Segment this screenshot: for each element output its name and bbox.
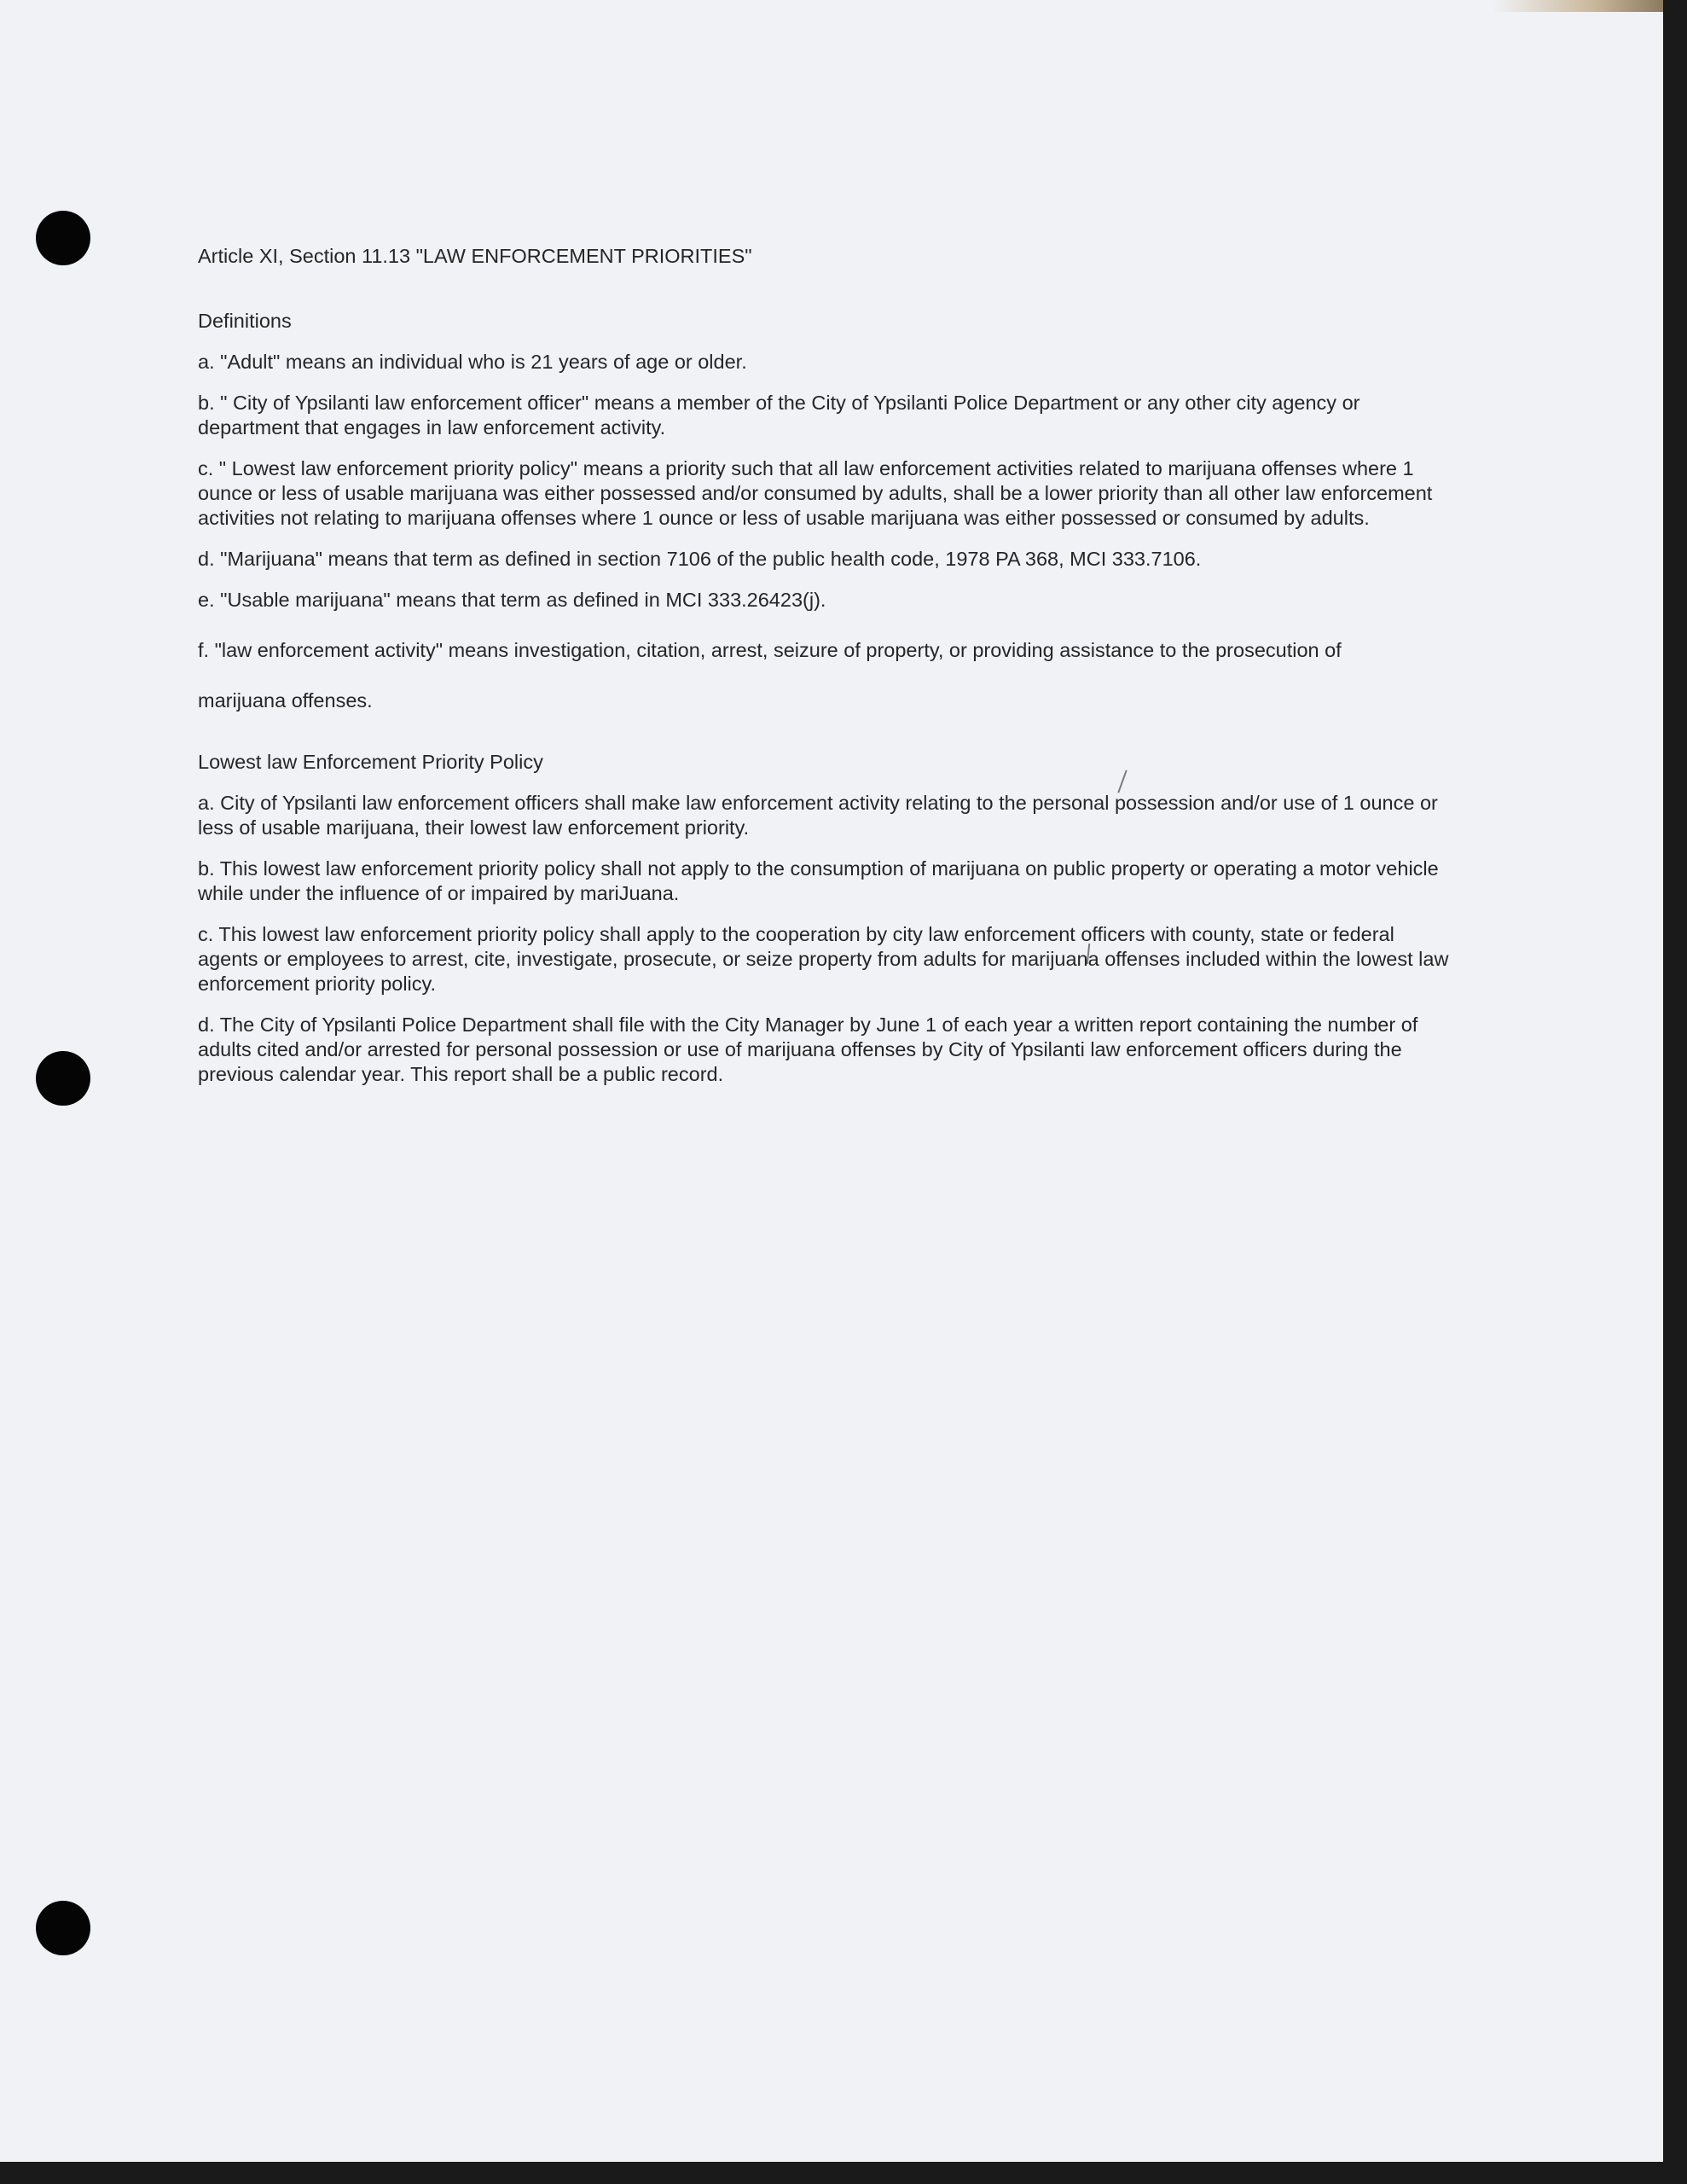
punch-hole-bottom [36, 1901, 90, 1955]
definitions-heading: Definitions [198, 310, 292, 332]
punch-hole-middle [36, 1051, 90, 1106]
policy-c: c. This lowest law enforcement priority policy shall apply to the cooperation by city law enforcement officers with county, state or federal agents or employees to arrest, cite, investigate, prosecute, or seize property from adults for marijuana offenses included within the lowest law enforcement priority policy. [198, 923, 1449, 995]
definition-b: b. " City of Ypsilanti law enforcement officer" means a member of the City of Ypsilanti Police Department or any other city agency or department that engages in law enforcement activity. [198, 392, 1360, 439]
policy-heading: Lowest law Enforcement Priority Policy [198, 751, 543, 773]
definition-a: a. "Adult" means an individual who is 21 years of age or older. [198, 351, 747, 373]
definition-f: f. "law enforcement activity" means investigation, citation, arrest, seizure of property, or providing assistance to the prosecution of [198, 639, 1342, 661]
definition-e: e. "Usable marijuana" means that term as defined in MCI 333.26423(j). [198, 589, 826, 611]
policy-a: a. City of Ypsilanti law enforcement officers shall make law enforcement activity relating to the personal possession and/or use of 1 ounce or less of usable marijuana, their lowest law enforcement priority. [198, 792, 1438, 839]
document-title: Article XI, Section 11.13 "LAW ENFORCEMENT PRIORITIES" [198, 245, 752, 267]
page-corner-shadow [1493, 0, 1663, 12]
policy-d: d. The City of Ypsilanti Police Department shall file with the City Manager by June 1 of each year a written report containing the number of adults cited and/or arrested for personal possession or use of marijuana offenses by City of Ypsilanti law enforcement officers during the previous calendar year. This report shall be a public record. [198, 1014, 1418, 1085]
definition-d: d. "Marijuana" means that term as defined in section 7106 of the public health code, 1978 PA 368, MCI 333.7106. [198, 548, 1202, 570]
policy-b: b. This lowest law enforcement priority policy shall not apply to the consumption of marijuana on public property or operating a motor vehicle while under the influence of or impaired by mariJuana. [198, 857, 1439, 904]
punch-hole-top [36, 211, 90, 265]
definition-f-continued: marijuana offenses. [198, 689, 373, 712]
document-content [195, 244, 1458, 1103]
definition-c: c. " Lowest law enforcement priority policy" means a priority such that all law enforcement activities related to marijuana offenses where 1 ounce or less of usable marijuana was either possessed and/or consumed by adults, shall be a lower priority than all other law enforcement activities not relating to marijuana offenses where 1 ounce or less of usable marijuana was either possessed or consumed by adults. [198, 457, 1433, 529]
